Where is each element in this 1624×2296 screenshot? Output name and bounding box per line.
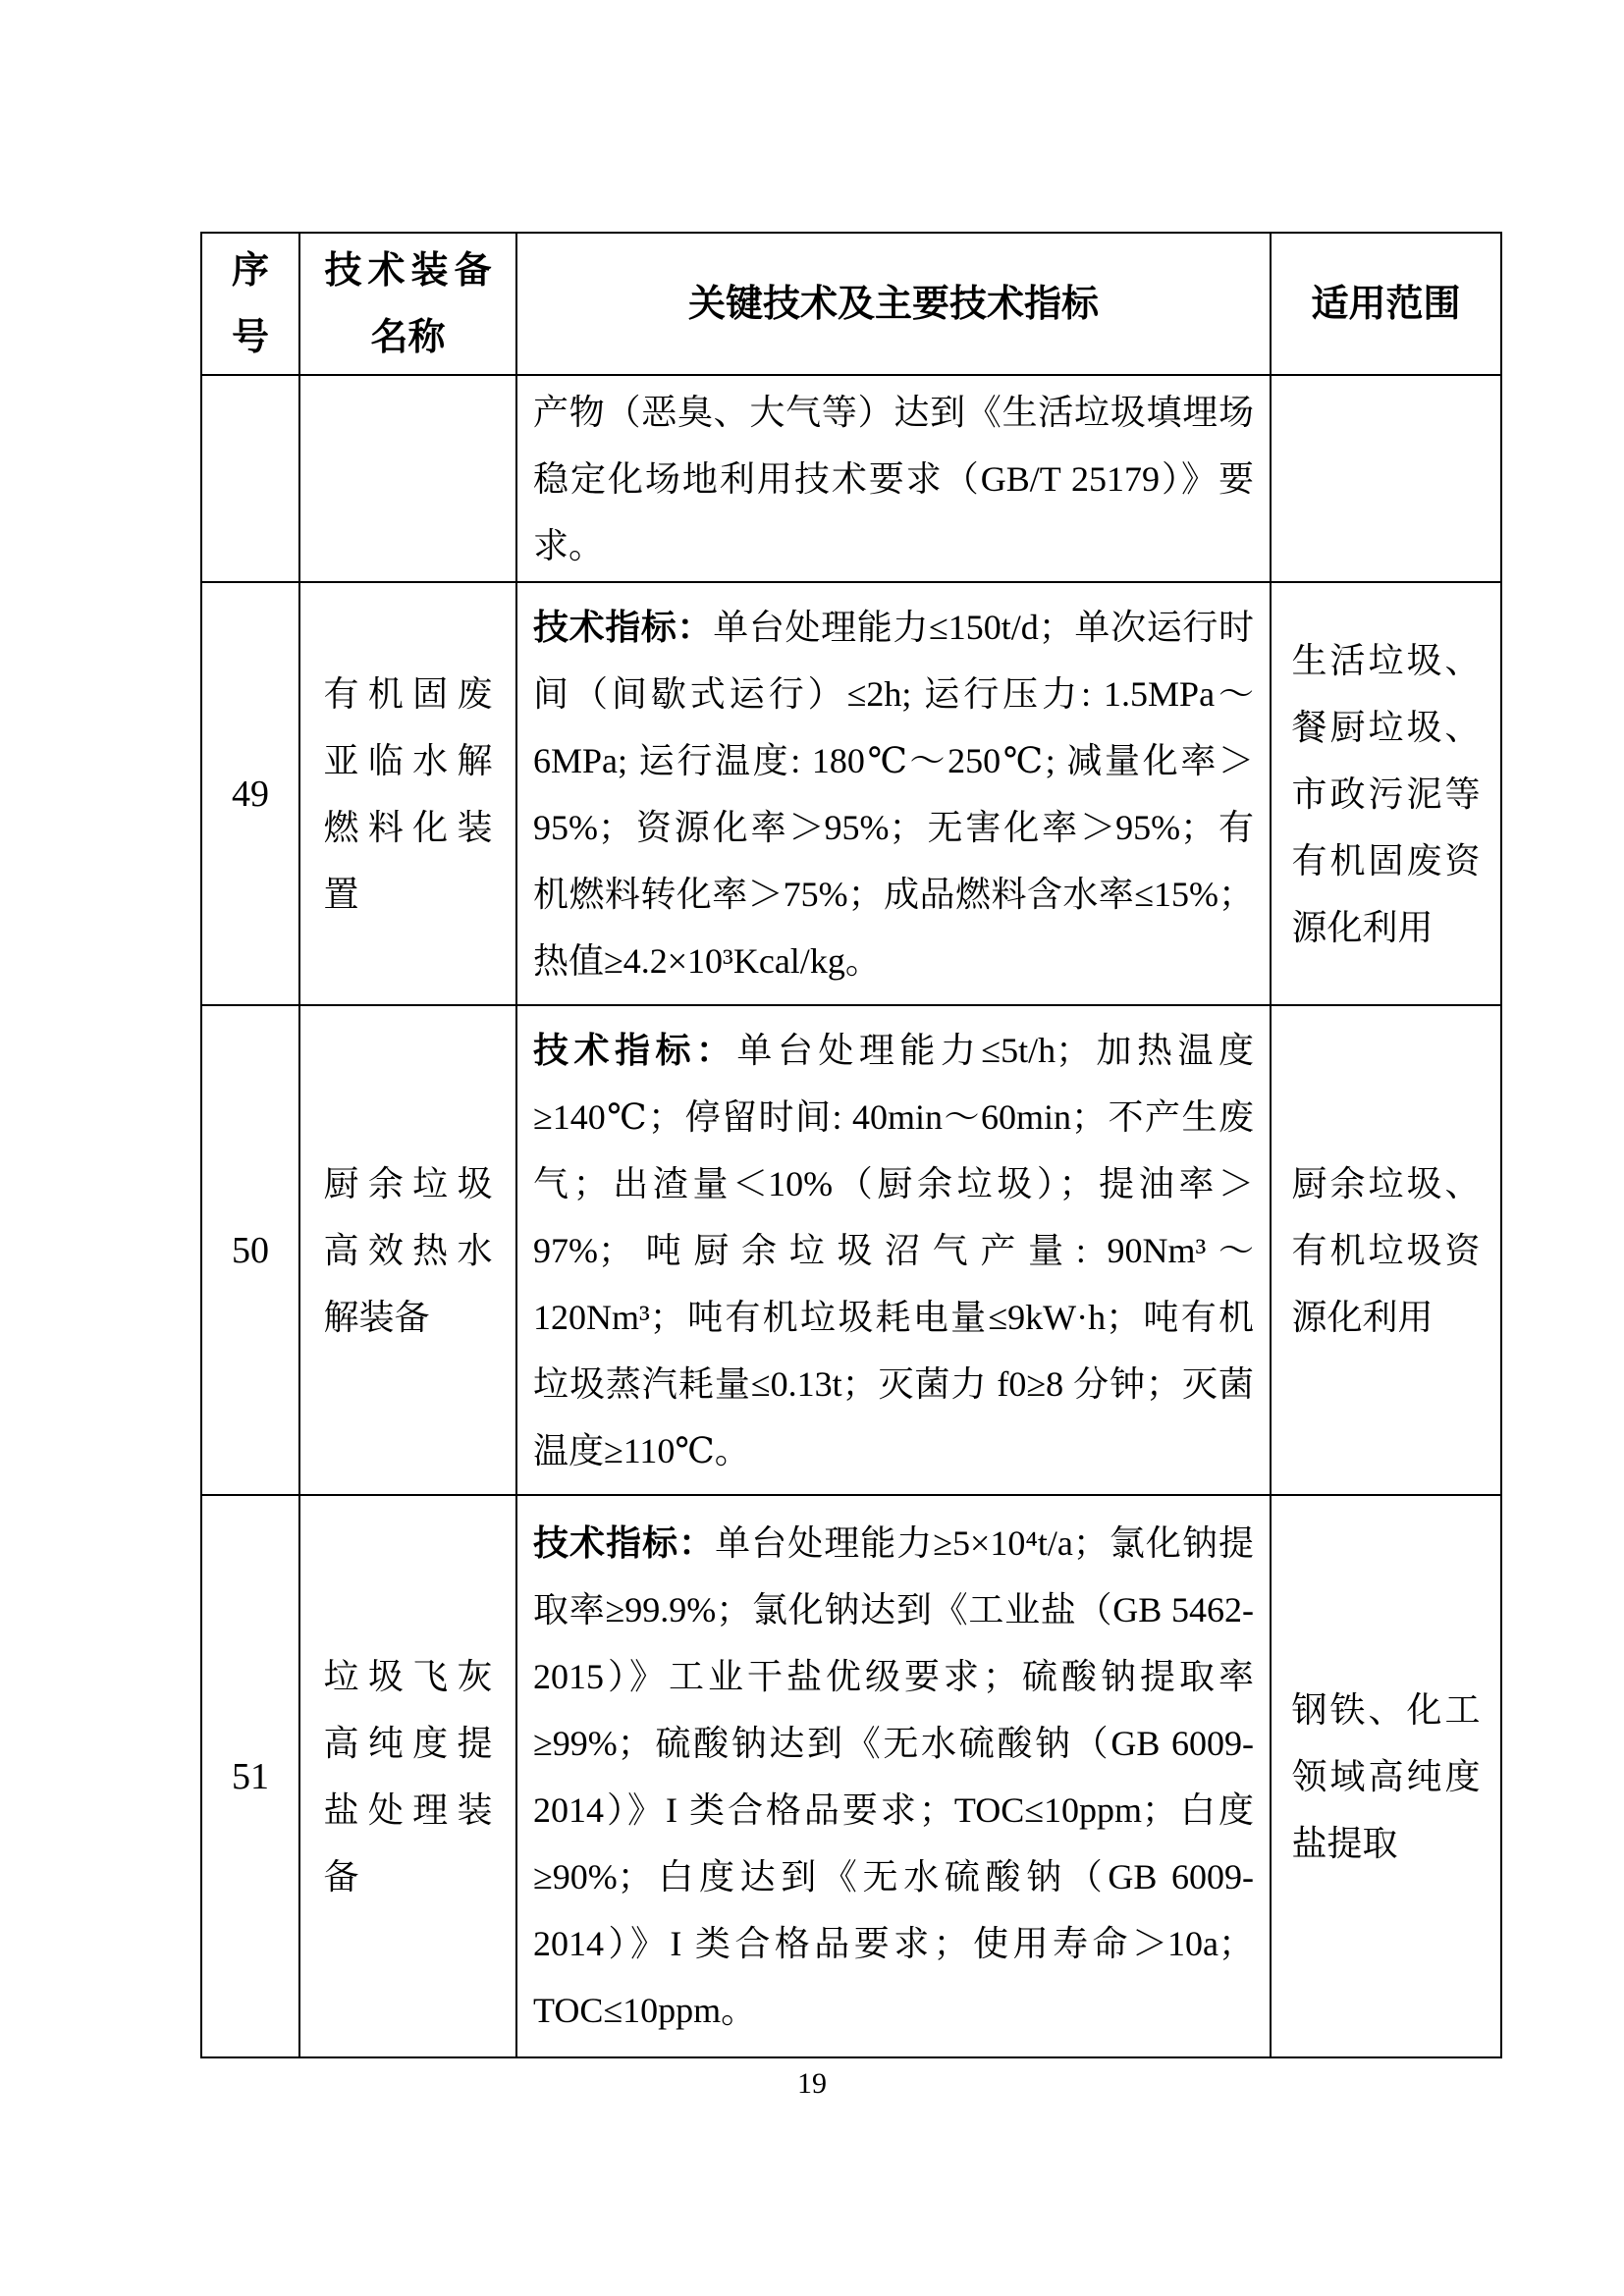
indicators-cell: [516, 1495, 1271, 2057]
table-row-continuation: [201, 375, 1501, 582]
indicators-cell: [516, 375, 1271, 582]
name-text: 垃圾飞灰高纯度提盐处理装备: [323, 1656, 493, 1896]
seq-cell: [201, 375, 299, 582]
name-text: 有机固废亚临水解燃料化装置: [323, 673, 493, 914]
name-cell: [299, 582, 516, 1005]
seq-cell: 51: [201, 1495, 299, 2057]
header-seq-label: 序号: [231, 249, 269, 358]
seq-cell: 50: [201, 1005, 299, 1495]
indicators-cell: [516, 1005, 1271, 1495]
indicator-text: 单台处理能力≥5×10⁴t/a；氯化钠提取率≥99.9%；氯化钠达到《工业盐（GB 5462-2015）》工业干盐优级要求；硫酸钠提取率≥99%；硫酸钠达到《无水硫酸钠（GB 6009-2014）》I 类合格品要求；TOC≤10ppm；白度≥90%；白度达到《无水硫酸钠（GB 6009-2014）》I 类合格品要求；使用寿命＞10a；TOC≤10ppm。: [533, 1522, 1254, 2030]
header-equipment-name: [299, 233, 516, 375]
name-text: 厨余垃圾高效热水解装备: [323, 1163, 493, 1337]
header-key-tech: 关键技术及主要技术指标: [516, 233, 1271, 375]
header-seq: [201, 233, 299, 375]
scope-text: 生活垃圾、餐厨垃圾、市政污泥等有机固废资源化利用: [1291, 640, 1481, 947]
header-scope: 适用范围: [1271, 233, 1501, 375]
indicator-label: 技术指标：: [533, 606, 714, 647]
name-cell: [299, 1005, 516, 1495]
table-row-49: [201, 582, 1501, 1005]
name-cell: [299, 1495, 516, 2057]
indicator-label: 技术指标：: [533, 1029, 737, 1070]
scope-cell: [1271, 375, 1501, 582]
seq-cell: 49: [201, 582, 299, 1005]
header-equipment-name-label: 技术装备名称: [324, 249, 492, 358]
scope-cell: [1271, 1495, 1501, 2057]
name-cell: [299, 375, 516, 582]
indicator-label: 技术指标：: [533, 1522, 716, 1563]
scope-cell: [1271, 1005, 1501, 1495]
scope-cell: [1271, 582, 1501, 1005]
table-row-51: [201, 1495, 1501, 2057]
indicators-cell: [516, 582, 1271, 1005]
equipment-table: [200, 232, 1502, 2058]
indicator-text: 单台处理能力≤5t/h；加热温度≥140℃；停留时间: 40min～60min；不产生废气；出渣量＜10%（厨余垃圾）；提油率＞97%；吨厨余垃圾沼气产量: 90Nm³～120Nm³；吨有机垃圾耗电量≤9kW·h；吨有机垃圾蒸汽耗量≤0.13t；灭菌力 f0≥8 分钟；灭菌温度≥110℃。: [533, 1030, 1254, 1470]
table-row-50: [201, 1005, 1501, 1495]
indicator-text: 单台处理能力≤150t/d；单次运行时间（间歇式运行）≤2h; 运行压力: 1.5MPa～6MPa; 运行温度: 180℃～250℃; 减量化率＞95%；资源化率＞95%；无害化率＞95%；有机燃料转化率＞75%；成品燃料含水率≤15%；热值≥4.2×10³Kcal/kg。: [533, 607, 1254, 981]
scope-text: 钢铁、化工领域高纯度盐提取: [1291, 1689, 1481, 1863]
indicator-text: 产物（恶臭、大气等）达到《生活垃圾填埋场稳定化场地利用技术要求（GB/T 25179）》要求。: [533, 392, 1254, 565]
table-header-row: [201, 233, 1501, 375]
page-number: 19: [797, 2067, 827, 2100]
scope-text: 厨余垃圾、有机垃圾资源化利用: [1291, 1163, 1481, 1337]
